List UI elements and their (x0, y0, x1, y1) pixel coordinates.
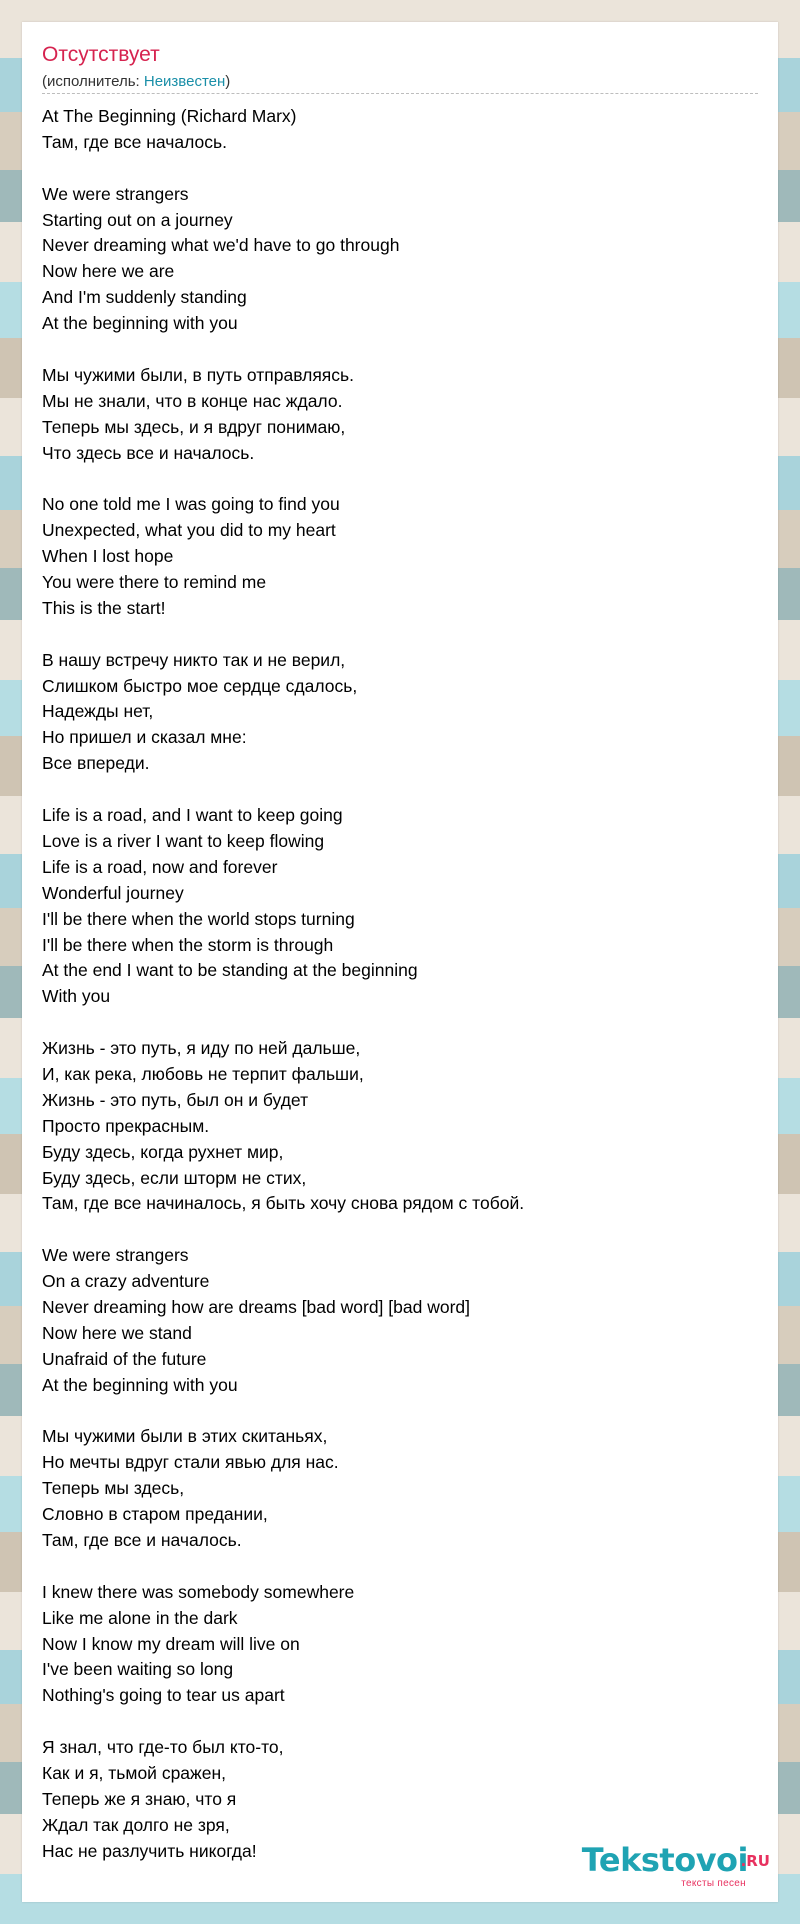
lyric-line: В нашу встречу никто так и не верил, (42, 649, 346, 670)
lyric-line: Теперь мы здесь, (42, 1478, 185, 1499)
lyric-line: Просто прекрасным. (42, 1115, 210, 1136)
lyric-line: Буду здесь, если шторм не стих, (42, 1167, 307, 1188)
lyric-line: Теперь мы здесь, и я вдруг понимаю, (42, 416, 346, 437)
lyric-line: Nothing's going to tear us apart (42, 1685, 285, 1706)
lyric-line: Там, где все начиналось, я быть хочу снова рядом с тобой. (42, 1193, 525, 1214)
lyric-line: Но мечты вдруг стали явью для нас. (42, 1452, 339, 1473)
lyric-blank-line (42, 1010, 758, 1036)
lyric-line: Буду здесь, когда рухнет мир, (42, 1141, 284, 1162)
lyric-line: Словно в старом предании, (42, 1504, 268, 1525)
lyric-line: On a crazy adventure (42, 1271, 210, 1292)
artist-suffix: ) (225, 73, 231, 90)
content-sheet (22, 22, 778, 1902)
lyric-line: Там, где все и началось. (42, 1529, 242, 1550)
lyric-line: No one told me I was going to find you (42, 494, 340, 515)
lyric-blank-line (42, 156, 758, 182)
lyric-line: At The Beginning (Richard Marx) (42, 106, 297, 126)
lyric-line: We were strangers (42, 183, 189, 204)
lyric-line: At the beginning with you (42, 313, 238, 334)
lyric-line: When I lost hope (42, 546, 174, 567)
site-logo[interactable] (530, 1840, 770, 1896)
lyric-line: At the end I want to be standing at the beginning (42, 960, 418, 981)
lyric-line: Мы чужими были, в путь отправляясь. (42, 364, 355, 385)
artist-prefix: (исполнитель: (42, 73, 144, 90)
title-divider (42, 93, 758, 94)
lyric-line: Что здесь все и началось. (42, 442, 255, 463)
artist-line (42, 73, 230, 91)
lyric-line: Now I know my dream will live on (42, 1633, 300, 1654)
lyric-line: Now here we stand (42, 1322, 192, 1343)
logo-tagline: тексты песен (681, 1878, 746, 1889)
lyric-line: This is the start! (42, 597, 166, 618)
lyric-line: Life is a road, and I want to keep going (42, 805, 343, 826)
artist-link[interactable]: Неизвестен (143, 73, 226, 90)
lyric-line: And I'm suddenly standing (42, 287, 247, 308)
page-title: Отсутствует (42, 43, 160, 66)
logo-tld: .RU (740, 1852, 770, 1870)
lyric-blank-line (42, 1554, 758, 1580)
logo-name: Tekstovoi (581, 1841, 748, 1879)
lyric-line: Love is a river I want to keep flowing (42, 830, 325, 851)
lyric-line: Я знал, что где-то был кто-то, (42, 1737, 284, 1758)
lyric-blank-line (42, 337, 758, 363)
lyric-line: И, как река, любовь не терпит фальши, (42, 1063, 364, 1084)
lyric-line: Never dreaming what we'd have to go through (42, 235, 400, 256)
lyric-blank-line (42, 466, 758, 492)
lyric-line: I'll be there when the world stops turning (42, 908, 355, 929)
lyrics-text (42, 104, 758, 1865)
lyric-line: With you (42, 986, 111, 1007)
lyric-blank-line (42, 777, 758, 803)
lyric-line: Wonderful journey (42, 882, 184, 903)
lyric-line: Мы чужими были в этих скитаньях, (42, 1426, 328, 1447)
lyric-blank-line (42, 1217, 758, 1243)
lyric-line: At the beginning with you (42, 1374, 238, 1395)
lyric-line: Все впереди. (42, 753, 150, 774)
lyric-line: Как и я, тьмой сражен, (42, 1763, 226, 1783)
lyric-blank-line (42, 1399, 758, 1425)
lyric-line: Unafraid of the future (42, 1348, 207, 1369)
lyric-line: Там, где все началось. (42, 131, 227, 152)
lyric-line: Like me alone in the dark (42, 1607, 238, 1628)
lyric-line: Never dreaming how are dreams [bad word] [bad word] (42, 1296, 470, 1317)
lyric-line: I knew there was somebody somewhere (42, 1581, 355, 1602)
lyric-line: You were there to remind me (42, 572, 267, 593)
lyric-line: Now here we are (42, 261, 175, 282)
lyric-line: Starting out on a journey (42, 209, 233, 230)
lyric-line: Но пришел и сказал мне: (42, 727, 247, 748)
lyric-line: Жизнь - это путь, я иду по ней дальше, (42, 1038, 361, 1059)
lyric-line: We were strangers (42, 1245, 189, 1266)
lyric-line: Надежды нет, (42, 701, 154, 722)
lyric-blank-line (42, 1709, 758, 1735)
lyric-line: Unexpected, what you did to my heart (42, 520, 336, 541)
lyric-line: I'll be there when the storm is through (42, 934, 334, 955)
lyric-blank-line (42, 622, 758, 648)
lyric-line: Жизнь - это путь, был он и будет (42, 1089, 309, 1110)
lyric-line: Мы не знали, что в конце нас ждало. (42, 390, 343, 411)
lyric-line: Life is a road, now and forever (42, 856, 278, 877)
lyric-line: Теперь же я знаю, что я (42, 1788, 237, 1809)
lyric-line: I've been waiting so long (42, 1659, 234, 1680)
lyric-line: Слишком быстро мое сердце сдалось, (42, 675, 358, 696)
lyric-line: Нас не разлучить никогда! (42, 1840, 257, 1861)
lyric-line: Ждал так долго не зря, (42, 1814, 230, 1835)
